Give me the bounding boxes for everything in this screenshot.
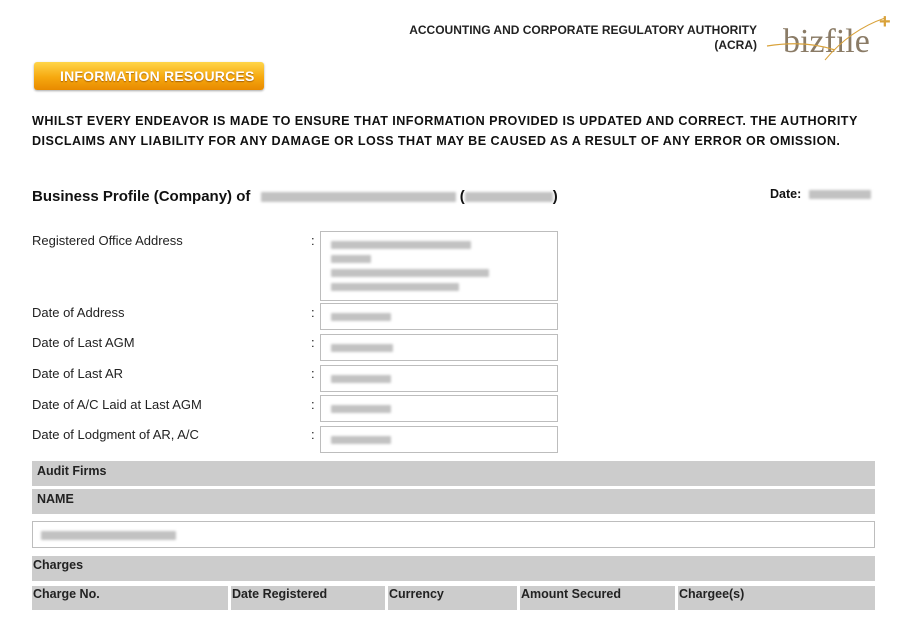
authority-name (409, 23, 757, 53)
audit-firms-header (32, 461, 875, 486)
redacted-date (809, 190, 871, 199)
audit-firm-name-value (32, 521, 875, 548)
redacted-company-name (261, 192, 456, 202)
audit-name-column-header (32, 489, 875, 514)
date-of-lodgment-value (320, 426, 558, 453)
redacted-address-line (331, 241, 471, 249)
date-of-last-agm-label: Date of Last AGM (32, 335, 135, 350)
audit-firms-label: Audit Firms (37, 464, 107, 478)
date-of-last-agm-value (320, 334, 558, 361)
date-of-ac-laid-value (320, 395, 558, 422)
title-paren-close: ) (552, 188, 558, 205)
currency-label: Currency (389, 587, 444, 601)
redacted-value (331, 344, 393, 352)
amount-secured-label: Amount Secured (521, 587, 622, 601)
disclaimer-text: WHILST EVERY ENDEAVOR IS MADE TO ENSURE THAT INFORMATION PROVIDED IS UPDATED AND CORRECT. THE AUTHORITY DISCLAIMS ANY LIABILITY FOR ANY DAMAGE OR LOSS THAT MAY BE CAUSED AS A RESULT OF ANY ERROR OR OMISSION. (32, 114, 858, 148)
banner-label: INFORMATION RESOURCES (60, 68, 255, 84)
redacted-value (331, 436, 391, 444)
colon: : (311, 366, 315, 381)
colon: : (311, 305, 315, 320)
logo-text: bizfile (783, 23, 870, 60)
date-of-ac-laid-label: Date of A/C Laid at Last AGM (32, 397, 202, 412)
date-label: Date: (770, 187, 802, 201)
title-prefix: Business Profile (Company) of (32, 188, 251, 205)
charges-header (32, 556, 875, 581)
charges-column-header (32, 586, 228, 610)
redacted-address-line (331, 269, 489, 277)
redacted-value (41, 531, 176, 540)
registered-office-address-value (320, 231, 558, 301)
charge-no-label: Charge No. (33, 587, 100, 601)
charges-label: Charges (33, 558, 84, 572)
charges-column-header (520, 586, 675, 610)
redacted-value (331, 313, 391, 321)
charges-column-header (388, 586, 517, 610)
redacted-uen (465, 192, 553, 202)
date-of-last-ar-value (320, 365, 558, 392)
page-title (32, 188, 558, 205)
registered-office-address-label: Registered Office Address (32, 233, 183, 248)
redacted-value (331, 375, 391, 383)
date-registered-label: Date Registered (232, 587, 328, 601)
date-of-lodgment-label: Date of Lodgment of AR, A/C (32, 427, 199, 442)
date-of-address-label: Date of Address (32, 305, 125, 320)
colon: : (311, 427, 315, 442)
redacted-value (331, 405, 391, 413)
colon: : (311, 335, 315, 350)
charges-column-header (231, 586, 385, 610)
authority-name-line1: ACCOUNTING AND CORPORATE REGULATORY AUTHORITY (409, 23, 757, 37)
bizfile-logo (765, 10, 895, 68)
date-of-address-value (320, 303, 558, 330)
authority-name-line2: (ACRA) (714, 38, 757, 52)
logo-plus: + (879, 11, 891, 33)
date-of-last-ar-label: Date of Last AR (32, 366, 124, 381)
colon: : (311, 397, 315, 412)
audit-name-label: NAME (37, 492, 74, 506)
redacted-address-line (331, 283, 459, 291)
charges-column-header (678, 586, 875, 610)
colon: : (311, 233, 315, 248)
chargees-label: Chargee(s) (679, 587, 745, 601)
redacted-address-line (331, 255, 371, 263)
information-resources-banner (34, 62, 264, 90)
report-date (770, 187, 871, 201)
title-paren-open: ( (459, 188, 465, 205)
